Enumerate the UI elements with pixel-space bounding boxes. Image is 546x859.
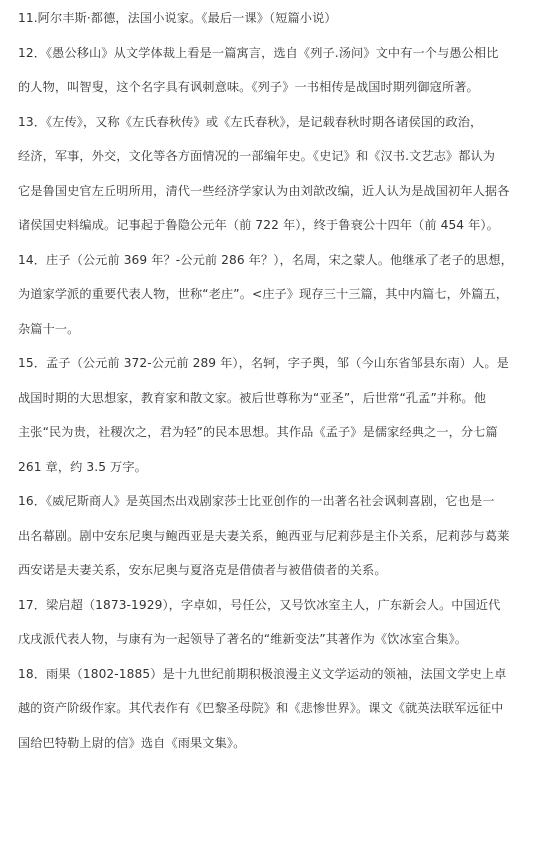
text-line-item-11: 11.阿尔丰斯·都德，法国小说家。《最后一课》（短篇小说） bbox=[18, 11, 337, 25]
text-line-item-14: 14．庄子（公元前 369 年？-公元前 286 年？），名周，宋之蒙人。他继承了老子的思想， bbox=[18, 252, 513, 267]
text-line: 戊戌派代表人物，与康有为一起领导了著名的“维新变法”其著作为《饮冰室合集》。 bbox=[18, 632, 468, 646]
text-line: 它是鲁国史官左丘明所用，清代一些经济学家认为由刘歆改编，近人认为是战国初年人据各 bbox=[18, 183, 510, 198]
text-line: 国给巴特勒上尉的信》选自《雨果文集》。 bbox=[18, 735, 246, 750]
text-line: 经济，军事，外交，文化等各方面情况的一部编年史。《史记》和《汉书.文艺志》都认为 bbox=[18, 149, 496, 163]
text-line: 的人物，叫智叟，这个名字具有讽刺意味。《列子》一书相传是战国时期列御寇所著。 bbox=[18, 80, 479, 94]
text-line-item-18: 18．雨果（1802-1885）是十九世纪前期积极浪漫主义文学运动的领袖，法国文学史上卓 bbox=[18, 666, 507, 681]
text-line: 出名幕剧。剧中安东尼奥与鲍西亚是夫妻关系，鲍西亚与尼莉莎是主仆关系，尼莉莎与葛莱 bbox=[18, 528, 510, 543]
text-line: 越的资产阶级作家。其代表作有《巴黎圣母院》和《悲惨世界》。课文《就英法联军远征中 bbox=[18, 701, 504, 715]
text-line: 战国时期的大思想家，教育家和散文家。被后世尊称为“亚圣”，后世常“孔孟”并称。他 bbox=[18, 390, 487, 405]
text-line: 261 章，约 3.5 万字。 bbox=[18, 459, 147, 474]
text-line-item-13: 13．《左传》，又称《左氏春秋传》或《左氏春秋》，是记载春秋时期各诸侯国的政治， bbox=[18, 114, 483, 129]
text-line-item-12: 12．《愚公移山》从文学体裁上看是一篇寓言，选自《列子.汤问》文中有一个与愚公相比 bbox=[18, 45, 499, 60]
text-line: 诸侯国史料编成。记事起于鲁隐公元年（前 722 年），终于鲁衰公十四年（前 454 年）。 bbox=[18, 218, 499, 232]
text-line: 西安诺是夫妻关系，安东尼奥与夏洛克是借债者与被借债者的关系。 bbox=[18, 563, 387, 577]
text-line: 杂篇十一。 bbox=[18, 321, 80, 336]
text-line-item-16: 16．《威尼斯商人》是英国杰出戏剧家莎士比亚创作的一出著名社会讽刺喜剧，它也是一 bbox=[18, 494, 495, 508]
text-line: 为道家学派的重要代表人物，世称“老庄”。<庄子》现存三十三篇，其中内篇七，外篇五， bbox=[18, 287, 509, 301]
text-line-item-15: 15．孟子（公元前 372-公元前 289 年），名轲，字子舆，邹（今山东省邹县东南）人。是 bbox=[18, 356, 509, 370]
text-line-item-17: 17．梁启超（1873-1929），字卓如，号任公，又号饮冰室主人，广东新会人。中国近代 bbox=[18, 597, 501, 612]
document-body bbox=[18, 8, 530, 767]
text-line: 主张“民为贵，社稷次之，君为轻”的民本思想。其作品《孟子》是儒家经典之一，分七篇 bbox=[18, 425, 498, 439]
